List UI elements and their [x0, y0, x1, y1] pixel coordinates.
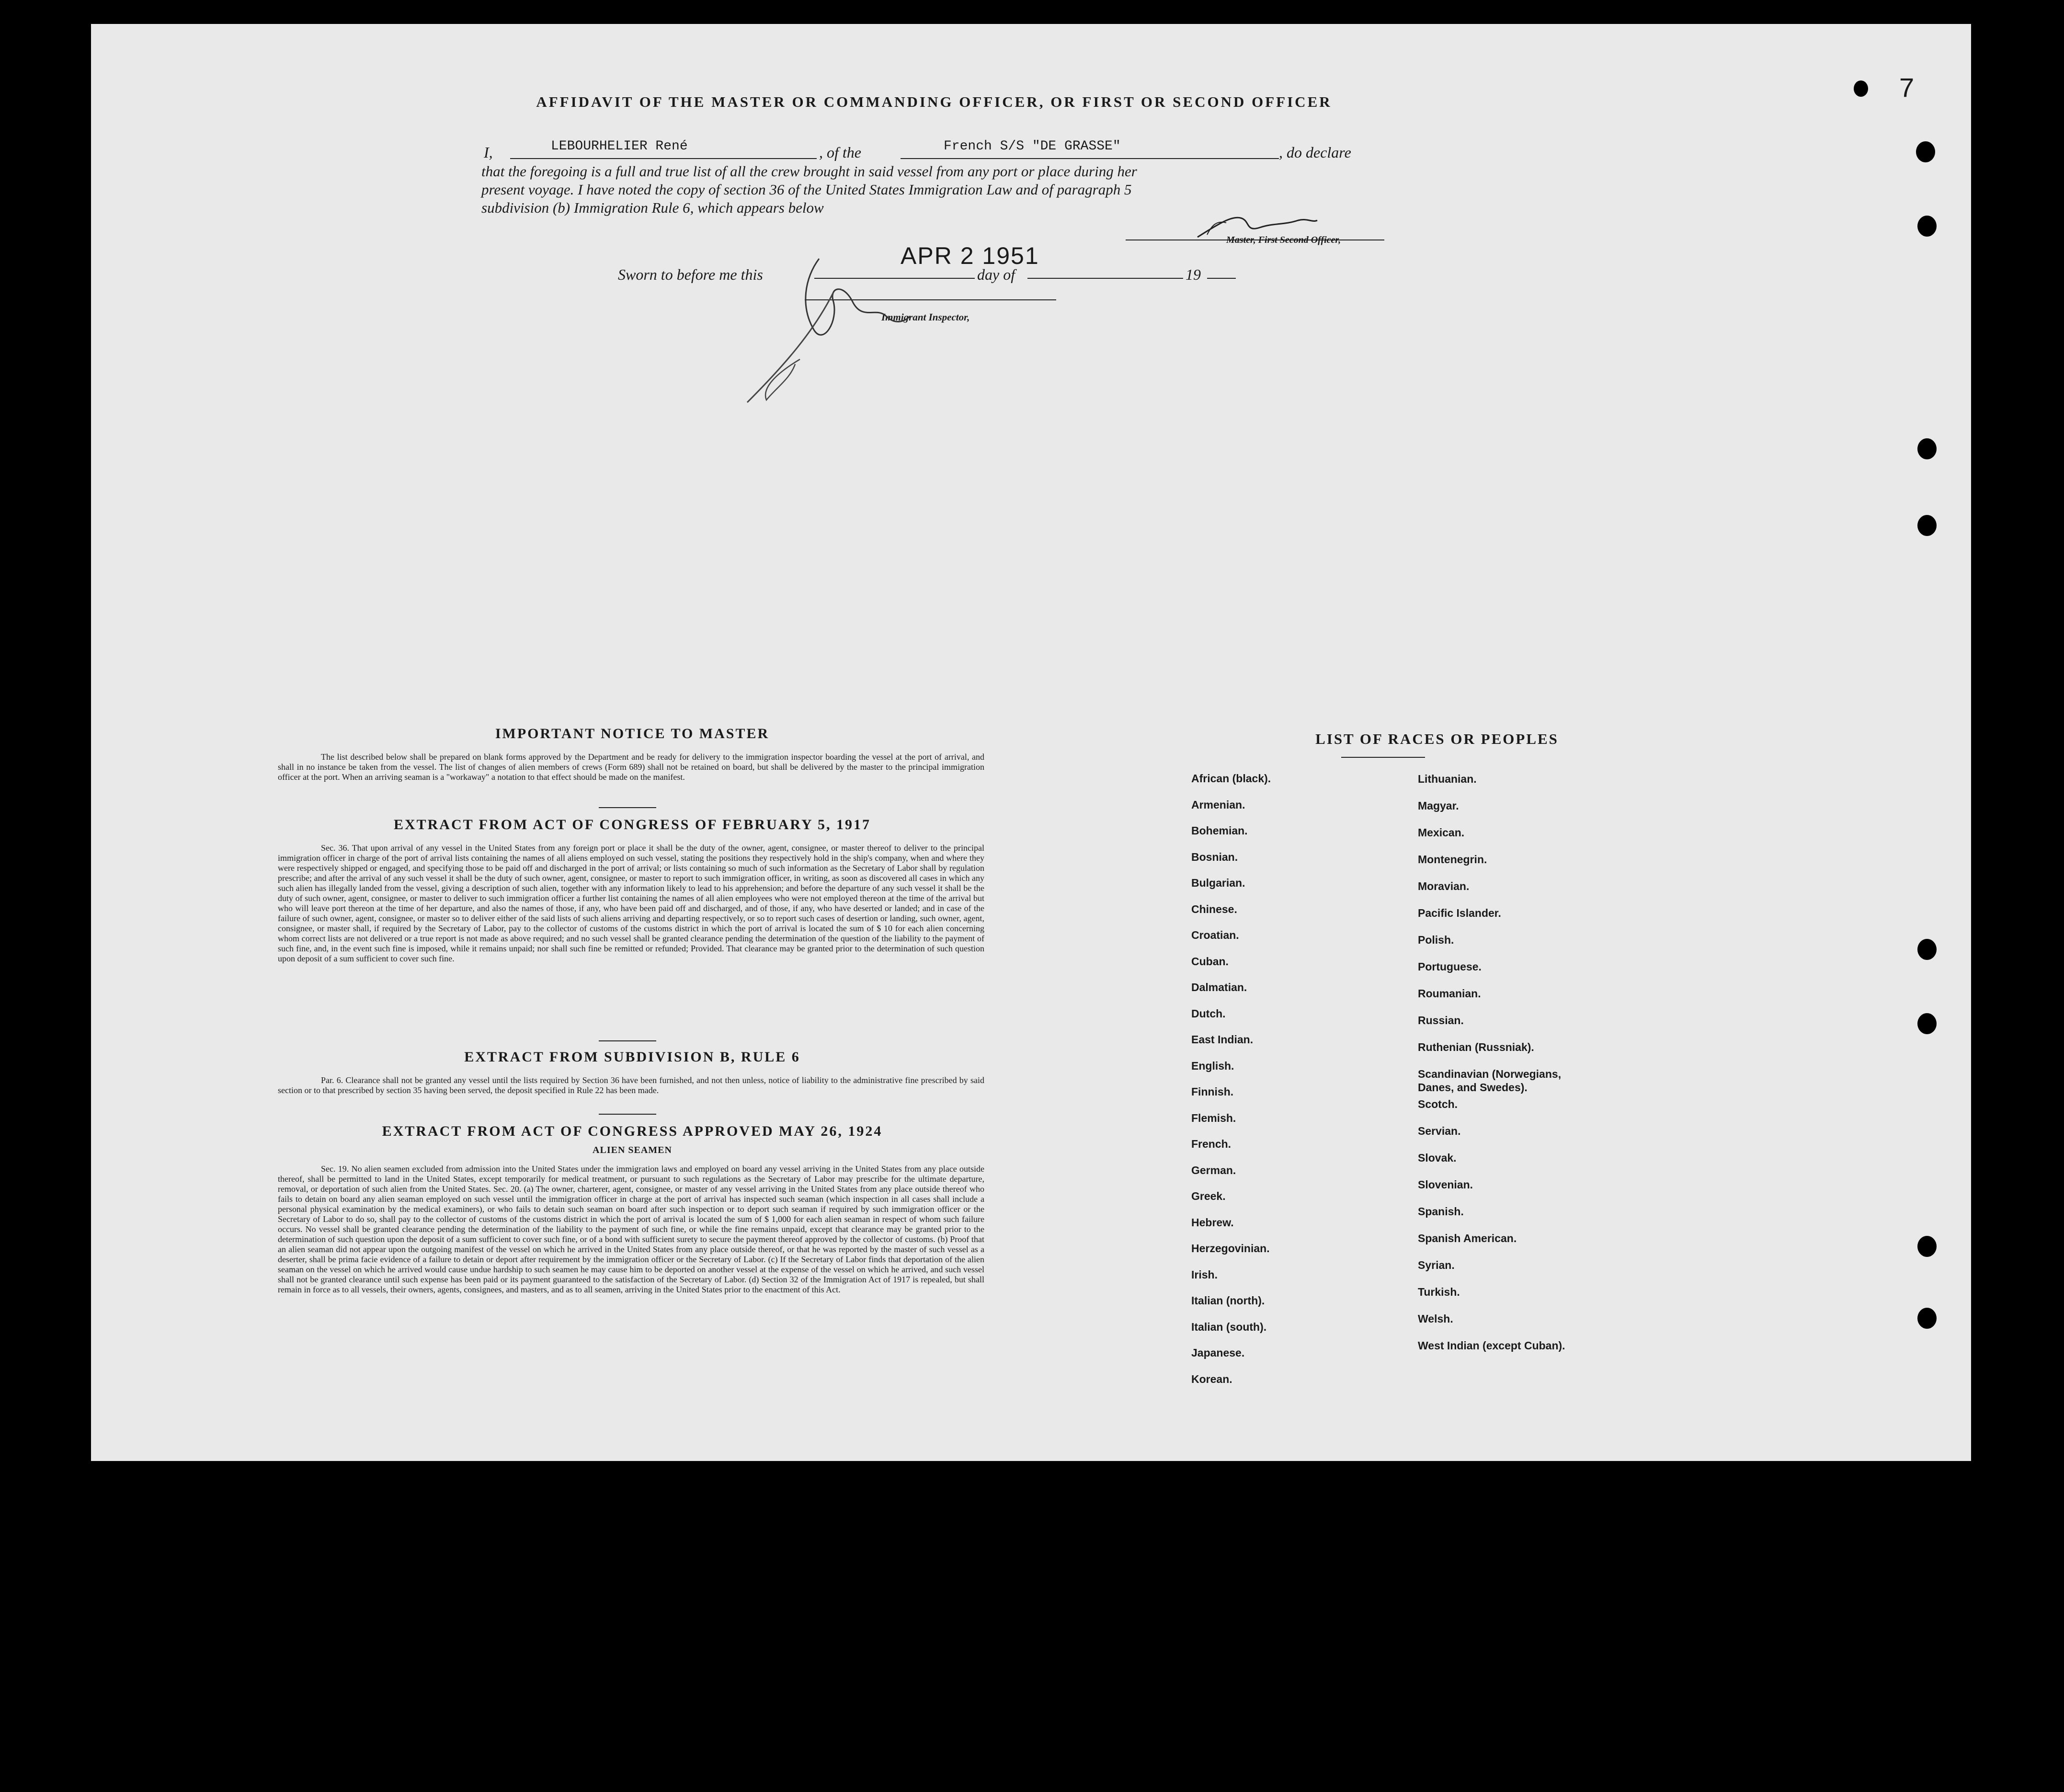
race-item: Moravian. [1418, 880, 1470, 892]
affidavit-of-the: , of the [819, 144, 861, 161]
race-item: Russian. [1418, 1014, 1464, 1027]
race-item: Irish. [1191, 1268, 1218, 1281]
punch-hole [1854, 80, 1868, 97]
race-item: Greek. [1191, 1190, 1226, 1202]
punch-hole [1917, 939, 1937, 960]
rule6-title: EXTRACT FROM SUBDIVISION B, RULE 6 [464, 1049, 800, 1065]
race-item: Welsh. [1418, 1312, 1453, 1325]
notice-text: The list described below shall be prepared on blank forms approved by the Department and be ready for delivery to the immigration inspector boarding the vessel at the port of arrival, and shall in no instance be taken from the vessel. The list of changes of alien members of crews (Form 689) shall not be retained on board, but shall be delivered by the master to the principal immigration officer at the port. When an arriving seaman is a "workaway" a notation to that effect should be made on the manifest. [278, 752, 984, 782]
race-item: Spanish American. [1418, 1232, 1517, 1244]
officer-label: Master, First Second Officer, [1226, 235, 1341, 245]
sworn-month-line [1027, 278, 1183, 279]
race-item: German. [1191, 1164, 1236, 1176]
race-item: Slovak. [1418, 1151, 1457, 1164]
race-item: East Indian. [1191, 1033, 1254, 1046]
race-item: Flemish. [1191, 1111, 1236, 1124]
master-name: LEBOURHELIER René [551, 139, 688, 154]
race-item: Cuban. [1191, 955, 1229, 968]
section-divider [599, 1114, 656, 1115]
section-divider [599, 807, 656, 808]
extract-1917-title: EXTRACT FROM ACT OF CONGRESS OF FEBRUARY 5, 1917 [393, 817, 871, 833]
punch-hole [1917, 216, 1937, 237]
race-item: Magyar. [1418, 799, 1459, 812]
race-item: Korean. [1191, 1372, 1232, 1385]
race-item: Scotch. [1418, 1097, 1458, 1110]
race-item: Ruthenian (Russniak). [1418, 1041, 1534, 1053]
extract-1917-text: Sec. 36. That upon arrival of any vessel in the United States from any foreign port or place it shall be the duty of the owner, agent, consignee, or master thereof to deliver to the principal immigration officer in charge of the port of arrival lists containing the names of all aliens employed on such vessel, stating the positions they respectively hold in the ship's company, when and where they were respectively shipped or engaged, and specifying those to be paid off and discharged in the port of arrival; or lists containing so much of such information as the Secretary of Labor shall by regulation prescribe; and after the arrival of any such vessel it shall be the duty of such owner, agent, consignee, or master to report to such immigration officer, in writing, as soon as discovered all cases in which any such alien has illegally landed from the vessel, giving a description of such alien, together with any information likely to lead to his apprehension; and before the departure of any such vessel it shall be the duty of such owner, agent, consignee, or master to deliver to such immigration officer a further list containing the names of all alien employees who were not employed thereon at the time of the arrival but who will leave port thereon at the time of her departure, and also the names of those, if any, who have been paid off and discharged, and of those, if any, who have deserted or landed; and in case of the failure of such owner, agent, consignee, or master so to deliver either of the said lists of such aliens arriving and departing respectively, or so to report such cases of desertion or landing, such owner, agent, consignee, or master shall, if required by the Secretary of Labor, pay to the collector of customs of the customs district in which the port of arrival is located the sum of $ 10 for each alien concerning whom correct lists are not delivered or a true report is not made as above required; and no such vessel shall be granted clearance pending the determination of the question of the liability to the payment of such fine, and, in the event such fine is imposed, while it remains unpaid; nor shall such fine be remitted or refunded; Provided. That clearance may be granted prior to the determination of such question upon deposit of a sum sufficient to cover such fine. [278, 843, 984, 963]
year-prefix: 19 [1186, 266, 1201, 283]
rule6-text: Par. 6. Clearance shall not be granted any vessel until the lists required by Section 36 have been furnished, and not then unless, notice of liability to the administrative fine prescribed by said section or to that prescribed by section 35 having been served, the deposit specified in Rule 22 has been made. [278, 1075, 984, 1095]
race-item: Croatian. [1191, 929, 1239, 941]
affidavit-declare: , do declare [1279, 144, 1351, 161]
race-item: Syrian. [1418, 1258, 1455, 1271]
races-title: LIST OF RACES OR PEOPLES [1315, 730, 1559, 747]
vessel-name: French S/S "DE GRASSE" [944, 139, 1121, 154]
race-item: West Indian (except Cuban). [1418, 1339, 1565, 1352]
page-mark: 7 [1899, 72, 1915, 103]
race-item: Japanese. [1191, 1347, 1245, 1359]
punch-hole [1917, 1013, 1937, 1034]
race-item: African (black). [1191, 772, 1271, 785]
received-date-stamp: APR 2 1951 [901, 242, 1039, 269]
year-line [1207, 278, 1236, 279]
race-item: Turkish. [1418, 1285, 1460, 1298]
affidavit-line-3: present voyage. I have noted the copy of section 36 of the United States Immigration Law and of paragraph 5 [481, 181, 1132, 198]
races-title-underline [1341, 757, 1425, 758]
punch-hole [1917, 438, 1937, 459]
extract-1924-subtitle: ALIEN SEAMEN [593, 1145, 672, 1155]
race-item: Bohemian. [1191, 824, 1248, 837]
race-item: Lithuanian. [1418, 773, 1477, 785]
notice-title: IMPORTANT NOTICE TO MASTER [495, 726, 770, 742]
race-item: Servian. [1418, 1124, 1461, 1137]
master-name-field [510, 139, 817, 159]
section-divider [599, 1040, 656, 1041]
race-item: Finnish. [1191, 1085, 1234, 1098]
race-item: Polish. [1418, 934, 1454, 946]
punch-hole [1917, 1236, 1937, 1257]
race-item: Slovenian. [1418, 1178, 1473, 1191]
vessel-field [901, 139, 1279, 159]
race-item: Armenian. [1191, 798, 1245, 811]
race-item: Bosnian. [1191, 850, 1238, 863]
affidavit-title: AFFIDAVIT OF THE MASTER OR COMMANDING OFFICER, OR FIRST OR SECOND OFFICER [536, 93, 1332, 110]
affidavit-line-4: subdivision (b) Immigration Rule 6, which appears below [481, 199, 824, 216]
officer-signature [1188, 211, 1322, 244]
race-item: Hebrew. [1191, 1216, 1234, 1229]
extract-1924-text: Sec. 19. No alien seamen excluded from admission into the United States under the immigration laws and employed on board any vessel arriving in the United States from any place outside thereof, shall be permitted to land in the United States, except temporarily for medical treatment, or pursuant to such regulations as the Secretary of Labor may prescribe for the ultimate departure, removal, or deportation of such alien from the United States. Sec. 20. (a) The owner, charterer, agent, consignee, or master of any vessel arriving in the United States from any place outside thereof who fails to detain on board any alien seaman employed on such vessel until the immigration officer in charge at the port of arrival has inspected such seaman (which inspection in all cases shall include a personal physical examination by the medical examiners), or who fails to detain such seaman on board after such inspection or to deport such seaman if required by such immigration officer or the Secretary of Labor to do so, shall pay to the collector of customs of the customs district in which the port of arrival is located the sum of $ 1,000 for each alien seaman in respect of whom such failure occurs. No vessel shall be granted clearance pending the determination of the liability to the payment of such fine, or while the fine remains unpaid, except that clearance may be granted prior to the determination of such question upon the deposit of a sum sufficient to cover such fine, or of a bond with sufficient surety to secure the payment thereof approved by the collector of customs. (b) Proof that an alien seaman did not appear upon the outgoing manifest of the vessel on which he arrived in the United States from any place outside thereof, or that he was reported by the master of such vessel as a deserter, shall be prima facie evidence of a failure to detain or deport after requirement by the immigration officer or the Secretary of Labor. (c) If the Secretary of Labor finds that deportation of the alien seaman on the vessel on which he arrived would cause undue hardship to such seamen he may cause him to be deported on another vessel at the expense of the vessel on which he arrived, and such vessel shall not be granted clearance until such expense has been paid or its payment guaranteed to the satisfaction of the Secretary of Labor. (d) Section 32 of the Immigration Act of 1917 is repealed, but shall remain in force as to all vessels, their owners, agents, consignees, and masters, and as to all seamen, arriving in the United States prior to the enactment of this Act. [278, 1164, 984, 1294]
race-item: Italian (north). [1191, 1294, 1265, 1307]
signature-scribble [718, 249, 920, 407]
affidavit-i: I, [484, 144, 493, 161]
race-item: Dutch. [1191, 1007, 1226, 1020]
race-item: Herzegovinian. [1191, 1242, 1270, 1255]
extract-1924-title: EXTRACT FROM ACT OF CONGRESS APPROVED MAY 26, 1924 [382, 1123, 883, 1139]
race-item: Mexican. [1418, 826, 1465, 839]
race-item: Portuguese. [1418, 960, 1482, 973]
race-item: Pacific Islander. [1418, 907, 1501, 919]
inspector-label: Immigrant Inspector, [881, 311, 970, 323]
race-item: Chinese. [1191, 902, 1237, 915]
race-item: Dalmatian. [1191, 981, 1247, 993]
punch-hole [1916, 141, 1935, 162]
race-item: Scandinavian (Norwegians, Danes, and Swedes). [1418, 1068, 1562, 1094]
affidavit-line-2: that the foregoing is a full and true list of all the crew brought in said vessel from any port or place during her [481, 163, 1137, 180]
race-item: Montenegrin. [1418, 853, 1487, 866]
race-item: Italian (south). [1191, 1320, 1267, 1333]
punch-hole [1917, 515, 1937, 536]
race-item: French. [1191, 1138, 1232, 1150]
race-item: Spanish. [1418, 1205, 1464, 1218]
race-item: Bulgarian. [1191, 877, 1245, 889]
race-item: Roumanian. [1418, 987, 1481, 1000]
punch-hole [1917, 1308, 1937, 1329]
day-of-text: day of [977, 266, 1015, 283]
race-item: English. [1191, 1059, 1234, 1072]
sworn-text: Sworn to before me this [618, 266, 763, 283]
